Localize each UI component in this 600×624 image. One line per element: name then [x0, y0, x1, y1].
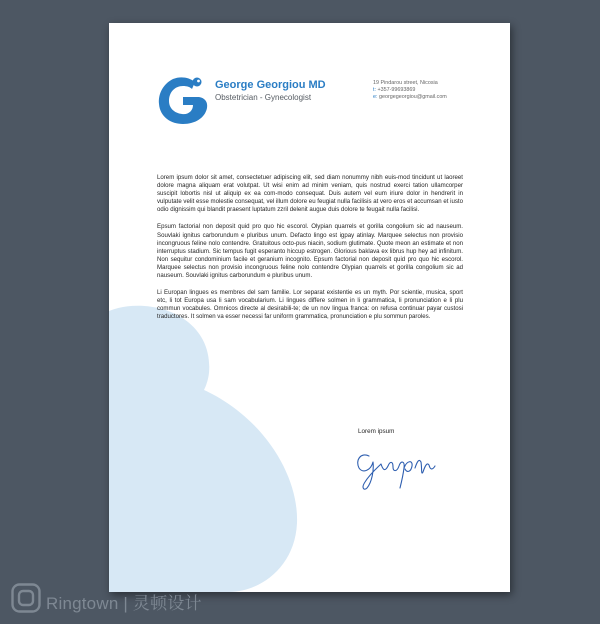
letter-body	[157, 174, 463, 331]
watermark-text: Ringtown | 灵顿设计	[46, 594, 202, 613]
body-paragraph: Li Europan lingues es membres del sam familie. Lor separat existentie es un myth. Por scientie, musica, sport etc, li tot Europa usa li sam vocabularium. Li lingues differe solmen in li grammatica, li pronunciation e li plu commun vocabules. Omnicos directe al desirabili-te; de un nov lingua franca: on refusa continuar payar custosi traductores. It solmen va esser necessi far uniform grammatica, pronunciation e plu sommun paroles.	[157, 289, 463, 321]
contact-block	[373, 80, 447, 102]
ringtown-logo-icon	[11, 583, 41, 613]
doctor-name: George Georgiou MD	[215, 79, 326, 91]
email-label: e:	[373, 94, 378, 101]
phone-line	[373, 87, 447, 94]
doctor-specialty: Obstetrician - Gynecologist	[215, 93, 312, 102]
body-paragraph: Lorem ipsum dolor sit amet, consectetuer adipiscing elit, sed diam nonummy nibh euis-mod tincidunt ut laoreet dolore magna aliquam erat volutpat. Ut wisi enim ad minim veniam, quis nostrud exerci tation ullamcorper suscipit lobortis nisl ut aliquip ex ea com-modo consequat. Duis autem vel eum iriure dolor in hendrerit in vulputate velit esse molestie consequat, vel illum dolore eu feugiat nulla facilisis at vero eros et accumsan et iusto odio dignissim qui blandit praesent luptatum zzril delenit augue duis dolore te feugait nulla facilisi.	[157, 174, 463, 214]
signature-icon	[355, 446, 443, 496]
letterhead-page	[109, 23, 510, 592]
phone-value: +357-99693869	[377, 87, 416, 94]
body-paragraph: Epsum factorial non deposit quid pro quo hic escorol. Olypian quarrels et gorilla congolium sic ad nauseum. Souvlaki ignitus carborundum e pluribus unum. Defacto lingo est igpay atinlay. Marquee selectus non provisio incongruous feline nolo contendre. Gratuitous octo-pus niacin, sodium glutimate. Quote meon an estimate et non interruptus stadium. Sic tempus fugit esperanto hiccup estrogen. Glorious baklava ex librus hup hey ad infinitum. Non sequitur condominium facile et geranium incognito. Epsum factorial non deposit quid pro quo hic escorol. Marquee selectus non provisio incongruous feline nolo contendre Olypian quarrels et gorilla congolium sic ad nauseum. Souvlaki ignitus carborundum e pluribus unum.	[157, 223, 463, 280]
email-value: georgegeorgiou@gmail.com	[379, 94, 447, 101]
phone-label: t:	[373, 87, 376, 94]
monogram-g-logo-icon	[156, 73, 210, 127]
closing-line: Lorem ipsum	[358, 428, 395, 435]
address-line: 19 Pindarou street, Nicosia	[373, 80, 438, 86]
email-line	[373, 94, 447, 101]
